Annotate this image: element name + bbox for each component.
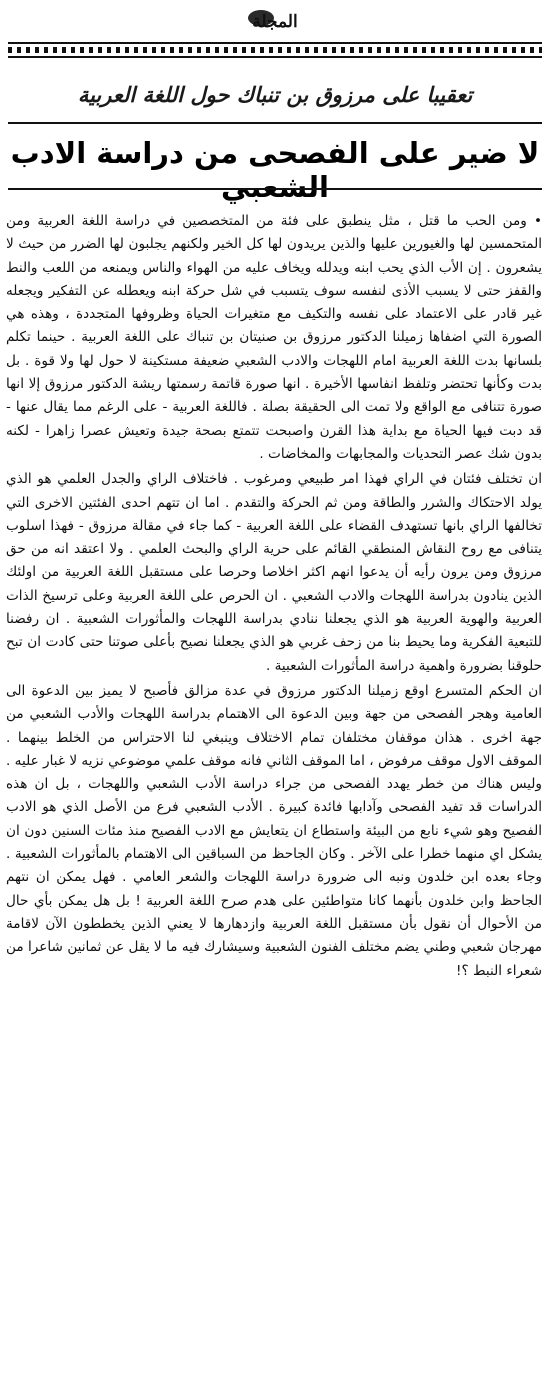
divider-top <box>8 122 542 124</box>
masthead-dotted-rule <box>8 42 542 58</box>
masthead-logo: المجلة <box>252 12 298 32</box>
article-headline: لا ضير على الفصحى من دراسة الادب الشعبي <box>10 136 540 204</box>
article-paragraph-3: ان الحكم المتسرع اوقع زميلنا الدكتور مرزوق في عدة مزالق فأصبح لا يميز بين الدعوة الى العامية وهجر الفصحى من جهة وبين الدعوة الى الاهتمام بدراسة اللهجات والأدب الشعبي من جهة اخرى . هذان موقفان مختلفان تمام الاختلاف وينبغي لنا الاحتراس من الخلط بينهما . الموقف الاول موقف مرفوض ، اما الموقف الثاني فانه موقف علمي موضوعي نزيه لا غبار عليه . وليس هناك من خطر يهدد الفصحى من جراء دراسة الأدب الشعبي واللهجات ، بل ان هذه الدراسات قد تفيد الفصحى وآدابها فائدة كبيرة . الأدب الشعبي فرع من الأصل الذي هو الادب الفصيح وهو شيء نابع من البيئة واستطاع ان يتعايش مع الادب الفصيح منذ مئات السنين دون ان يشكل اي منهما خطرا على الآخر . وكان الجاحظ من السباقين الى الاهتمام بالمأثورات الشعبية . وجاء بعده ابن خلدون ونبه الى ضرورة دراسة اللهجات والشعر العامي . فهل يمكن ان نتهم الجاحظ وابن خلدون بأنهما كانا متواطئين على هدم صرح اللغة العربية ! بل هل يمكن بأي حال من الأحوال أن نقول بأن مستقبل اللغة العربية وازدهارها لا يعني الذين يخططون الآن لاقامة مهرجان شعبي وطني يضم مختلف الفنون الشعبية وسيشارك فيه ما لا يقل عن ثمانين شاعرا من شعراء النبط ؟! <box>6 682 542 979</box>
article-body <box>6 210 542 983</box>
article-paragraph-1: • ومن الحب ما قتل ، مثل ينطبق على فئة من المتخصصين في دراسة اللغة العربية ومن المتحمسين لها والغيورين عليها والذين يريدون لها كل الخير ولكنهم يجلبون لها الضرر من حيث لا يشعرون . إن الأب الذي يحب ابنه ويدلله ويخاف عليه من الهواء والناس ويمنعه من اللعب والنط والقفز حتى لا يسبب الأذى لنفسه سوف يتسبب في شل حركة ابنه ويعطله عن التفكير ويجعله غير قادر على الاعتماد على نفسه والتكيف مع متغيرات الحياة وظروفها المتجددة ، وهذه هي الصورة التي اضفاها زميلنا الدكتور مرزوق بن صنيتان بن تنباك على اللغة العربية . حينما تكلم بلسانها بدت اللغة العربية امام اللهجات والادب الشعبي ضعيفة مستكينة لا حول لها ولا قوة . بل بدت وكأنها تحتضر وتلفظ انفاسها الأخيرة . انها صورة قاتمة رسمتها ريشة الدكتور مرزوق إلا انها صورة تتنافى مع الواقع ولا تمت الى الحقيقة بصلة . فاللغة العربية - على الرغم مما يقال عنها - قد دبت فيها الحياة مع بداية هذا القرن واصبحت تتمتع بصحة جيدة وتعيش عصرا زاهرا - لكنه بدون شك عصر التحديات والمجابهات والمخاضات . <box>6 213 542 462</box>
article-kicker: تعقيبا على مرزوق بن تنباك حول اللغة العربية <box>77 82 473 107</box>
divider-bottom <box>8 188 542 190</box>
article-paragraph-2: ان تختلف فئتان في الراي فهذا امر طبيعي ومرغوب . فاختلاف الراي والجدل العلمي هو الذي يولد الاحتكاك والشرر والطاقة ومن ثم الحركة والتقدم . اما ان تتهم احدى الفئتين الاخرى التي تخالفها الراي بانها تستهدف القضاء على اللغة العربية - كما جاء في مقالة مرزوق - فهذا اسلوب يتنافى مع روح النقاش المنطقي القائم على حرية الراي والبحث العلمي . ولا اعتقد انه من حق مرزوق ومن يرون رأيه أن يدعوا انهم اكثر اخلاصا وحرصا على مستقبل اللغة العربية من اولئك الذين ينادون بدراسة اللهجات والادب الشعبي . ان الحرص على اللغة العربية وعلى ترسيخ الذات العربية والهوية العربية هو الذي يجعلنا ننادي بدراسة اللهجات والمأثورات الشعبية . ان رفضنا للتبعية الفكرية وما يحيط بنا من زحف غربي هو الذي يجعلنا نصيح بأعلى صوتنا حتى كادت ان تبح حلوقنا بضرورة واهمية دراسة المأثورات الشعبية . <box>6 471 542 674</box>
